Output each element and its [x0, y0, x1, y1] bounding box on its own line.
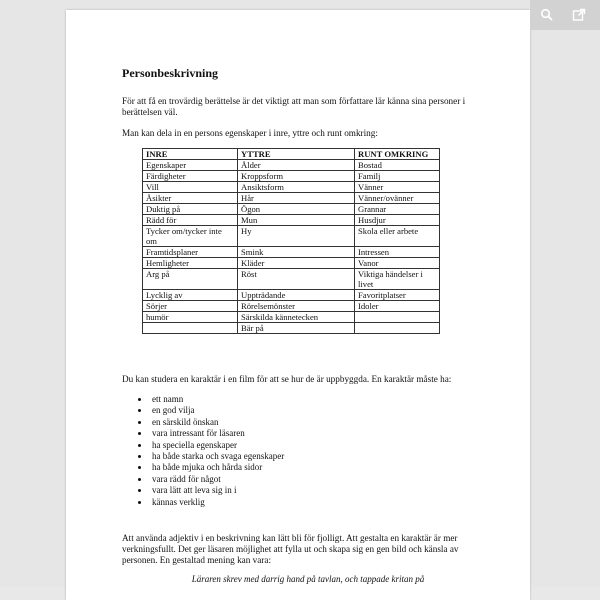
table-cell: Tycker om/tycker inte om [143, 226, 238, 247]
table-row [143, 215, 440, 226]
table-cell: Egenskaper [143, 160, 238, 171]
table-row [143, 160, 440, 171]
table-cell: Framtidsplaner [143, 247, 238, 258]
table-cell: Vill [143, 182, 238, 193]
table-row [143, 204, 440, 215]
table-cell: Mun [238, 215, 355, 226]
list-item: • vara rädd för något [150, 474, 284, 485]
divide-paragraph: Man kan dela in en persons egenskaper i inre, yttre och runt omkring: [122, 128, 378, 138]
table-row [143, 312, 440, 323]
table-cell: Viktiga händelser i livet [355, 269, 440, 290]
list-item: • en särskild önskan [150, 417, 284, 428]
header-inre: INRE [143, 149, 238, 160]
table-cell: Hår [238, 193, 355, 204]
adjective-paragraph: Att använda adjektiv i en beskrivning kan lätt bli för fjolligt. Att gestalta en karaktär är mer verkningsfullt. Det ger läsaren möjlighet att fylla ut och skapa sig en gen bild och känsla av personen. En gestaltad mening kan vara: [122, 533, 459, 565]
traits-list [134, 394, 284, 508]
table-row [143, 247, 440, 258]
table-cell: Lycklig av [143, 290, 238, 301]
table-row [143, 193, 440, 204]
table-cell: Ansiktsform [238, 182, 355, 193]
list-item: • ha både mjuka och hårda sidor [150, 462, 284, 473]
example-quote: Läraren skrev med darrig hand på tavlan, och tappade kritan på [191, 574, 425, 584]
table-cell: Grannar [355, 204, 440, 215]
table-cell [355, 323, 440, 334]
table-cell: Intressen [355, 247, 440, 258]
external-link-icon [572, 8, 586, 22]
table-row [143, 171, 440, 182]
table-cell: Sörjer [143, 301, 238, 312]
study-paragraph: Du kan studera en karaktär i en film för att se hur de är uppbyggda. En karaktär måste ha: [122, 374, 452, 384]
table-cell: Bostad [355, 160, 440, 171]
table-cell: Husdjur [355, 215, 440, 226]
zoom-button[interactable] [532, 0, 562, 30]
table-cell: Kläder [238, 258, 355, 269]
table-cell: Bär på [238, 323, 355, 334]
table-cell: Vänner/ovänner [355, 193, 440, 204]
header-runt-omkring: RUNT OMKRING [355, 149, 440, 160]
list-item: • ha både starka och svaga egenskaper [150, 451, 284, 462]
table-cell: Röst [238, 269, 355, 290]
table-cell: humör [143, 312, 238, 323]
table-row [143, 182, 440, 193]
table-cell: Färdigheter [143, 171, 238, 182]
table-cell: Kroppsform [238, 171, 355, 182]
list-item: • kännas verklig [150, 497, 284, 508]
magnifier-icon [540, 8, 554, 22]
properties-table [142, 148, 440, 334]
list-item: • ett namn [150, 394, 284, 405]
table-row [143, 290, 440, 301]
table-row [143, 323, 440, 334]
table-cell [143, 323, 238, 334]
table-row [143, 269, 440, 290]
table-cell: Arg på [143, 269, 238, 290]
viewer-toolbar [530, 0, 600, 30]
document-page [66, 10, 530, 600]
table-cell: Vanor [355, 258, 440, 269]
open-external-button[interactable] [564, 0, 594, 30]
header-yttre: YTTRE [238, 149, 355, 160]
table-body [143, 160, 440, 334]
table-cell: Uppträdande [238, 290, 355, 301]
list-item: • vara lätt att leva sig in i [150, 485, 284, 496]
table-cell: Rädd för [143, 215, 238, 226]
table-cell: Favoritplatser [355, 290, 440, 301]
table-header-row [143, 149, 440, 160]
intro-paragraph: För att få en trovärdig berättelse är det viktigt att man som författare lär känna sina personer i berättelsen väl. [122, 96, 466, 117]
table-cell: Smink [238, 247, 355, 258]
table-cell: Skola eller arbete [355, 226, 440, 247]
table-row [143, 301, 440, 312]
list-item: • en god vilja [150, 405, 284, 416]
list-item: • ha speciella egenskaper [150, 440, 284, 451]
table-cell: Idoler [355, 301, 440, 312]
table-row [143, 226, 440, 247]
table-cell: Duktig på [143, 204, 238, 215]
table-row [143, 258, 440, 269]
page-title: Personbeskrivning [122, 66, 219, 80]
table-cell: Familj [355, 171, 440, 182]
table-cell: Åsikter [143, 193, 238, 204]
table-cell: Rörelsemönster [238, 301, 355, 312]
table-cell: Hy [238, 226, 355, 247]
table-cell: Hemligheter [143, 258, 238, 269]
table-cell: Ögon [238, 204, 355, 215]
table-cell [355, 312, 440, 323]
list-item: • vara intressant för läsaren [150, 428, 284, 439]
table-cell: Ålder [238, 160, 355, 171]
table-cell: Särskilda kännetecken [238, 312, 355, 323]
table-cell: Vänner [355, 182, 440, 193]
